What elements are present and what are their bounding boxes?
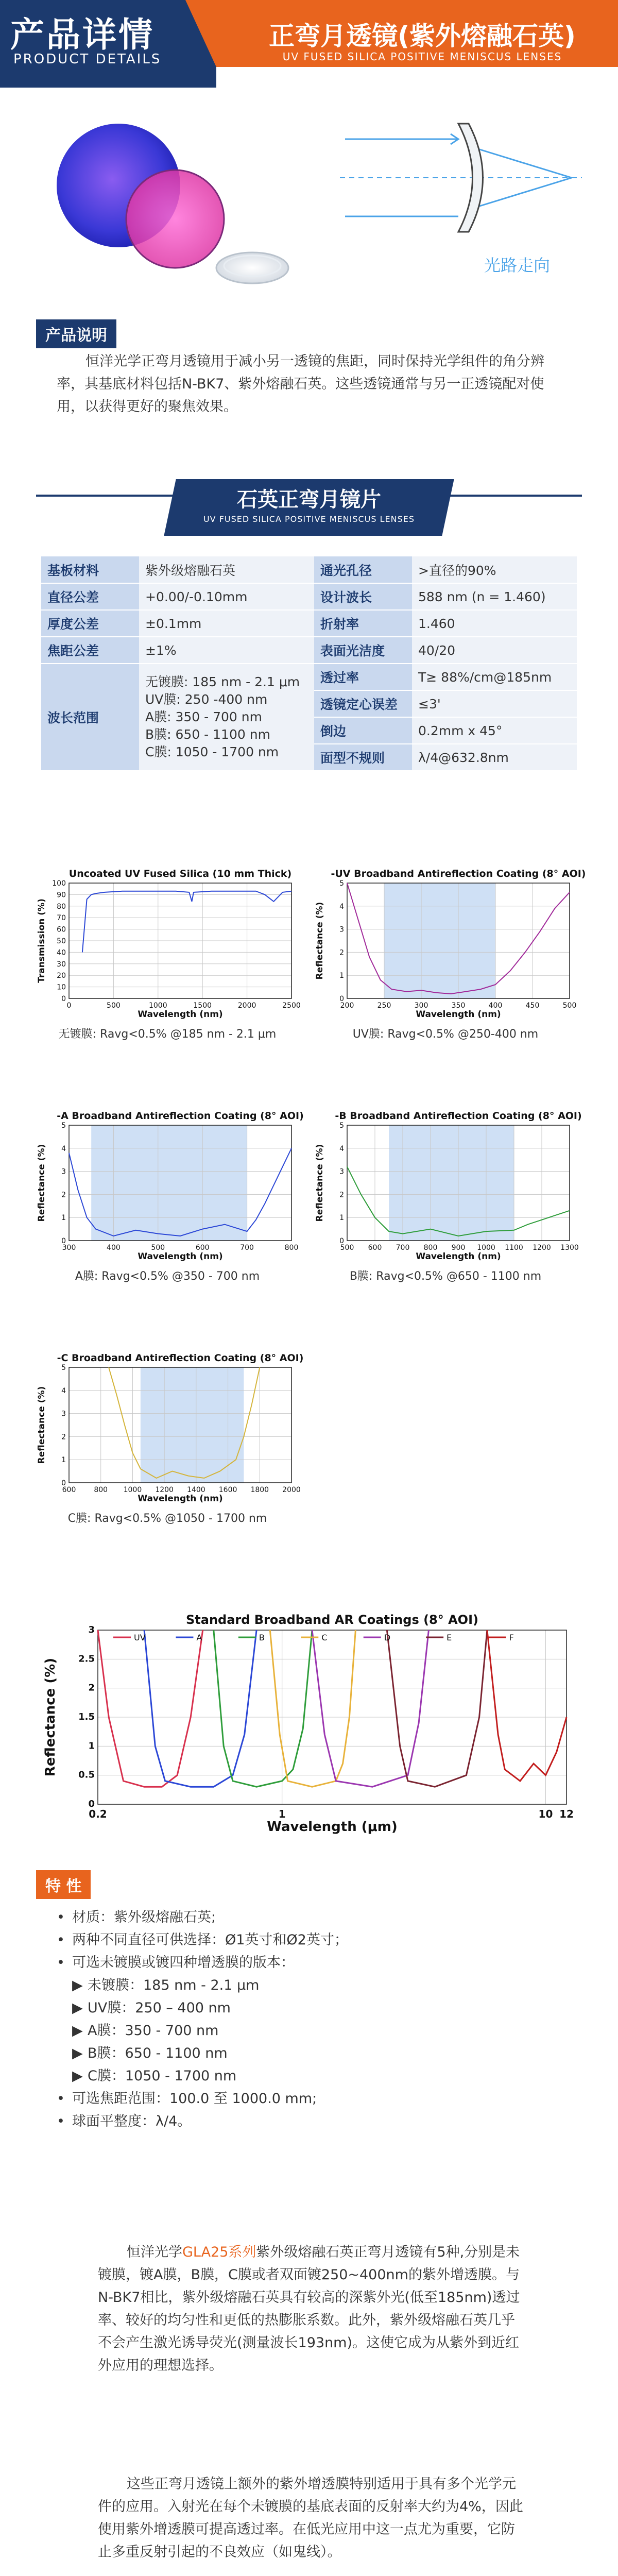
series-highlight: GLA25系列 bbox=[182, 2244, 256, 2260]
legend-label: C bbox=[321, 1633, 328, 1642]
y-tick-label: 2 bbox=[61, 1191, 66, 1199]
y-tick-label: 2.5 bbox=[78, 1653, 95, 1665]
x-tick-label: 700 bbox=[396, 1244, 410, 1252]
spec-value: >直径的90% bbox=[412, 556, 577, 583]
x-tick-label: 300 bbox=[414, 1002, 428, 1010]
x-tick-label: 500 bbox=[151, 1244, 165, 1252]
y-tick-label: 0 bbox=[61, 1479, 66, 1487]
chart-caption: UV膜: Ravg<0.5% @250-400 nm bbox=[352, 1028, 539, 1041]
y-axis-label: Transmission (%) bbox=[37, 899, 47, 983]
legend-label: UV bbox=[134, 1633, 146, 1642]
legend-label: E bbox=[447, 1633, 452, 1642]
x-axis-label: Wavelength (nm) bbox=[138, 1494, 223, 1504]
spec-key: 通光孔径 bbox=[314, 556, 412, 583]
spec-key: 厚度公差 bbox=[41, 610, 139, 637]
light-path-diagram bbox=[330, 103, 587, 258]
spec-table bbox=[41, 556, 577, 771]
x-tick-label: 500 bbox=[107, 1002, 121, 1010]
spec-banner-title: 石英正弯月镜片 bbox=[237, 488, 381, 512]
legend-label: D bbox=[384, 1633, 391, 1642]
spec-banner-subtitle: UV FUSED SILICA POSITIVE MENISCUS LENSES bbox=[203, 514, 415, 524]
spec-value: λ/4@632.8nm bbox=[412, 744, 577, 771]
chart-a bbox=[36, 1108, 304, 1262]
x-tick-label: 1300 bbox=[560, 1244, 579, 1252]
y-tick-label: 3 bbox=[339, 1167, 344, 1176]
y-tick-label: 100 bbox=[52, 879, 66, 888]
chart-caption: B膜: Ravg<0.5% @650 - 1100 nm bbox=[349, 1270, 542, 1283]
y-tick-label: 2 bbox=[88, 1682, 95, 1693]
chart-title: -A Broadband Antireflection Coating (8° AOI) bbox=[57, 1110, 304, 1122]
series-line bbox=[312, 1630, 428, 1787]
y-tick-label: 0 bbox=[61, 1237, 66, 1245]
x-tick-label: 12 bbox=[559, 1808, 574, 1820]
x-tick-label: 1600 bbox=[218, 1486, 237, 1494]
header-cn-label: 产品详情 bbox=[10, 15, 154, 55]
x-tick-label: 800 bbox=[94, 1486, 108, 1494]
y-tick-label: 5 bbox=[61, 1122, 66, 1130]
y-tick-label: 3 bbox=[61, 1410, 66, 1418]
y-tick-label: 1 bbox=[339, 1214, 344, 1223]
wave-line: 无镀膜: 185 nm - 2.1 μm bbox=[145, 674, 300, 689]
y-tick-label: 0 bbox=[339, 1237, 344, 1245]
legend-label: A bbox=[196, 1633, 202, 1642]
chart-standard-ar bbox=[41, 1607, 577, 1834]
header-en-label: PRODUCT DETAILS bbox=[13, 52, 162, 67]
y-tick-label: 30 bbox=[57, 960, 66, 969]
page-header bbox=[0, 0, 618, 88]
y-tick-label: 10 bbox=[57, 983, 66, 992]
x-tick-label: 1500 bbox=[193, 1002, 212, 1010]
y-tick-label: 4 bbox=[339, 1144, 344, 1153]
x-tick-label: 1 bbox=[278, 1808, 286, 1820]
x-tick-label: 600 bbox=[195, 1244, 210, 1252]
spec-value: 0.2mm x 45° bbox=[412, 717, 577, 744]
spec-key: 焦距公差 bbox=[41, 637, 139, 664]
y-tick-label: 5 bbox=[339, 879, 344, 888]
y-axis-label: Reflectance (%) bbox=[43, 1657, 58, 1777]
x-tick-label: 1200 bbox=[155, 1486, 174, 1494]
page-title: 正弯月透镜(紫外熔融石英) bbox=[269, 21, 576, 51]
legend-label: B bbox=[259, 1633, 265, 1642]
y-tick-label: 0.5 bbox=[78, 1769, 95, 1781]
y-tick-label: 2 bbox=[339, 948, 344, 957]
y-tick-label: 5 bbox=[61, 1364, 66, 1372]
y-tick-label: 5 bbox=[339, 1122, 344, 1130]
wave-line: C膜: 1050 - 1700 nm bbox=[145, 744, 279, 759]
y-tick-label: 3 bbox=[339, 925, 344, 934]
spec-value: ±0.1mm bbox=[139, 610, 314, 637]
x-tick-label: 0 bbox=[66, 1002, 72, 1010]
chart-title: -C Broadband Antireflection Coating (8° AOI) bbox=[57, 1352, 304, 1364]
series-line bbox=[270, 1630, 355, 1787]
feature-sub-item: ▶ A膜：350 - 700 nm bbox=[72, 2023, 219, 2039]
x-axis-label: Wavelength (nm) bbox=[416, 1009, 501, 1020]
y-tick-label: 1 bbox=[61, 1214, 66, 1223]
y-tick-label: 40 bbox=[57, 948, 66, 957]
y-tick-label: 4 bbox=[61, 1386, 66, 1395]
y-tick-label: 4 bbox=[61, 1144, 66, 1153]
spec-key: 基板材料 bbox=[41, 556, 139, 583]
y-tick-label: 1 bbox=[339, 972, 344, 980]
x-tick-label: 700 bbox=[240, 1244, 254, 1252]
y-axis-label: Reflectance (%) bbox=[315, 1144, 325, 1222]
series-line bbox=[387, 1630, 487, 1787]
design-band bbox=[389, 1125, 514, 1241]
x-tick-label: 1800 bbox=[250, 1486, 269, 1494]
x-tick-label: 400 bbox=[488, 1002, 503, 1010]
spec-value: ±1% bbox=[139, 637, 314, 664]
x-tick-label: 1200 bbox=[533, 1244, 551, 1252]
x-tick-label: 2000 bbox=[237, 1002, 256, 1010]
y-tick-label: 3 bbox=[61, 1167, 66, 1176]
spec-value: T≥ 88%/cm@185nm bbox=[412, 664, 577, 690]
light-path-label: 光路走向 bbox=[484, 256, 551, 275]
y-tick-label: 3 bbox=[88, 1624, 95, 1635]
page-subtitle: UV FUSED SILICA POSITIVE MENISCUS LENSES bbox=[282, 50, 562, 63]
table-row bbox=[41, 556, 577, 583]
x-tick-label: 350 bbox=[451, 1002, 466, 1010]
x-tick-label: 1000 bbox=[477, 1244, 495, 1252]
legend-label: F bbox=[509, 1633, 514, 1642]
chart-title: -B Broadband Antireflection Coating (8° AOI) bbox=[335, 1110, 582, 1122]
spec-key: 倒边 bbox=[314, 717, 412, 744]
x-tick-label: 1400 bbox=[187, 1486, 205, 1494]
x-tick-label: 10 bbox=[538, 1808, 553, 1820]
x-axis-label: Wavelength (μm) bbox=[267, 1819, 398, 1835]
y-tick-label: 60 bbox=[57, 925, 66, 934]
chart-c bbox=[36, 1350, 304, 1504]
chart-caption: C膜: Ravg<0.5% @1050 - 1700 nm bbox=[67, 1512, 267, 1525]
y-axis-label: Reflectance (%) bbox=[315, 902, 325, 980]
feature-sub-item: ▶ UV膜：250 – 400 nm bbox=[72, 2000, 231, 2016]
y-tick-label: 2 bbox=[61, 1433, 66, 1442]
spec-key: 透镜定心误差 bbox=[314, 690, 412, 717]
y-tick-label: 0 bbox=[339, 995, 344, 1003]
table-row bbox=[41, 664, 577, 690]
wave-line: B膜: 650 - 1100 nm bbox=[145, 727, 270, 742]
x-tick-label: 2500 bbox=[282, 1002, 301, 1010]
x-tick-label: 0.2 bbox=[89, 1808, 107, 1820]
spec-value: 1.460 bbox=[412, 610, 577, 637]
x-tick-label: 400 bbox=[107, 1244, 121, 1252]
spec-key: 表面光洁度 bbox=[314, 637, 412, 664]
lens-product-image bbox=[31, 103, 319, 299]
y-axis-label: Reflectance (%) bbox=[37, 1386, 47, 1464]
wave-line: A膜: 350 - 700 nm bbox=[145, 709, 262, 724]
spec-key: 设计波长 bbox=[314, 583, 412, 610]
spec-key: 透过率 bbox=[314, 664, 412, 690]
x-tick-label: 500 bbox=[562, 1002, 577, 1010]
body-paragraph-1: 恒洋光学GLA25系列紫外级熔融石英正弯月透镜有5种,分别是未镀膜，镀A膜，B膜，C膜或者双面镀250~400nm的紫外增透膜。与N-BK7相比，紫外级熔融石英具有较高的深紫外光(低至185nm)透过率、较好的均匀性和更低的热膨胀系数。此外，紫外级熔融石英几乎不会产生激光诱导荧光(测量波长193nm)。这使它成为从紫外到近红外应用的理想选择。 bbox=[98, 2244, 520, 2374]
spec-value: 紫外级熔融石英 bbox=[139, 556, 314, 583]
y-tick-label: 1.5 bbox=[78, 1711, 95, 1722]
feature-sub-item: ▶ 未镀膜：185 nm - 2.1 μm bbox=[72, 1977, 260, 1993]
y-tick-label: 1 bbox=[88, 1740, 95, 1752]
x-tick-label: 200 bbox=[340, 1002, 354, 1010]
x-tick-label: 800 bbox=[423, 1244, 438, 1252]
x-tick-label: 900 bbox=[451, 1244, 466, 1252]
description-tag: 产品说明 bbox=[36, 319, 116, 348]
x-tick-label: 500 bbox=[340, 1244, 354, 1252]
y-axis-label: Reflectance (%) bbox=[37, 1144, 47, 1222]
x-axis-label: Wavelength (nm) bbox=[138, 1251, 223, 1262]
feature-item: • 材质：紫外级熔融石英; bbox=[57, 1909, 216, 1925]
chart-caption: 无镀膜: Ravg<0.5% @185 nm - 2.1 μm bbox=[58, 1028, 277, 1041]
chart-caption: A膜: Ravg<0.5% @350 - 700 nm bbox=[75, 1270, 260, 1283]
series-line bbox=[98, 1630, 203, 1787]
y-tick-label: 80 bbox=[57, 902, 66, 911]
feature-item: • 球面平整度：λ/4。 bbox=[57, 2113, 192, 2129]
series-line bbox=[487, 1630, 566, 1781]
feature-item: • 可选焦距范围：100.0 至 1000.0 mm; bbox=[57, 2091, 317, 2107]
x-tick-label: 1100 bbox=[505, 1244, 523, 1252]
spec-key: 波长范围 bbox=[41, 664, 139, 771]
spec-value: ≤3' bbox=[412, 690, 577, 717]
spec-key: 直径公差 bbox=[41, 583, 139, 610]
wave-line: UV膜: 250 -400 nm bbox=[145, 692, 268, 707]
x-tick-label: 1000 bbox=[148, 1002, 167, 1010]
feature-item: • 可选未镀膜或镀四种增透膜的版本： bbox=[57, 1955, 295, 1971]
chart-title: -UV Broadband Antireflection Coating (8° AOI) bbox=[331, 868, 586, 879]
y-tick-label: 4 bbox=[339, 902, 344, 911]
x-tick-label: 250 bbox=[377, 1002, 391, 1010]
chart-title: Standard Broadband AR Coatings (8° AOI) bbox=[186, 1613, 478, 1627]
feature-sub-item: ▶ C膜：1050 - 1700 nm bbox=[72, 2068, 237, 2084]
y-tick-label: 50 bbox=[57, 937, 66, 945]
x-tick-label: 300 bbox=[62, 1244, 76, 1252]
y-tick-label: 20 bbox=[57, 972, 66, 980]
feature-item: • 两种不同直径可供选择：Ø1英寸和Ø2英寸； bbox=[57, 1932, 348, 1948]
y-tick-label: 70 bbox=[57, 914, 66, 923]
x-tick-label: 2000 bbox=[282, 1486, 301, 1494]
table-row bbox=[41, 637, 577, 664]
x-tick-label: 600 bbox=[368, 1244, 382, 1252]
chart-uncoated bbox=[36, 866, 299, 1020]
features-list bbox=[57, 1906, 572, 2133]
design-band bbox=[384, 883, 495, 998]
x-tick-label: 600 bbox=[62, 1486, 76, 1494]
feature-sub-item: ▶ B膜：650 - 1100 nm bbox=[72, 2045, 228, 2061]
x-tick-label: 1000 bbox=[123, 1486, 142, 1494]
y-tick-label: 1 bbox=[61, 1456, 66, 1465]
y-tick-label: 2 bbox=[339, 1191, 344, 1199]
y-tick-label: 0 bbox=[88, 1799, 95, 1809]
chart-title: Uncoated UV Fused Silica (10 mm Thick) bbox=[68, 868, 292, 879]
chart-uv bbox=[314, 866, 586, 1020]
y-tick-label: 0 bbox=[61, 995, 66, 1003]
x-axis-label: Wavelength (nm) bbox=[138, 1009, 223, 1020]
table-row bbox=[41, 610, 577, 637]
body-paragraph-2: 这些正弯月透镜上额外的紫外增透膜特别适用于具有多个光学元件的应用。入射光在每个未镀膜的基底表面的反射率大约为4%，因此使用紫外增透膜可提高透过率。在低光应用中这一点尤为重要，它防止多重反射引起的不良效应（如鬼线）。 bbox=[98, 2476, 523, 2560]
wave-range-cell bbox=[139, 664, 314, 771]
x-tick-label: 450 bbox=[525, 1002, 540, 1010]
spec-key: 面型不规则 bbox=[314, 744, 412, 771]
spec-value: 40/20 bbox=[412, 637, 577, 664]
y-tick-label: 90 bbox=[57, 891, 66, 900]
design-band bbox=[91, 1125, 247, 1241]
chart-b bbox=[314, 1108, 582, 1262]
table-row bbox=[41, 583, 577, 610]
series-line bbox=[144, 1630, 256, 1787]
spec-value: +0.00/-0.10mm bbox=[139, 583, 314, 610]
series-line bbox=[214, 1630, 312, 1787]
x-axis-label: Wavelength (nm) bbox=[416, 1251, 501, 1262]
spec-key: 折射率 bbox=[314, 610, 412, 637]
spec-value: 588 nm (n = 1.460) bbox=[412, 583, 577, 610]
x-tick-label: 800 bbox=[284, 1244, 299, 1252]
description-text: 恒洋光学正弯月透镜用于减小另一透镜的焦距，同时保持光学组件的角分辨率，其基底材料包括N-BK7、紫外熔融石英。这些透镜通常与另一正透镜配对使用，以获得更好的聚焦效果。 bbox=[57, 353, 544, 415]
features-tag: 特 性 bbox=[36, 1870, 91, 1899]
